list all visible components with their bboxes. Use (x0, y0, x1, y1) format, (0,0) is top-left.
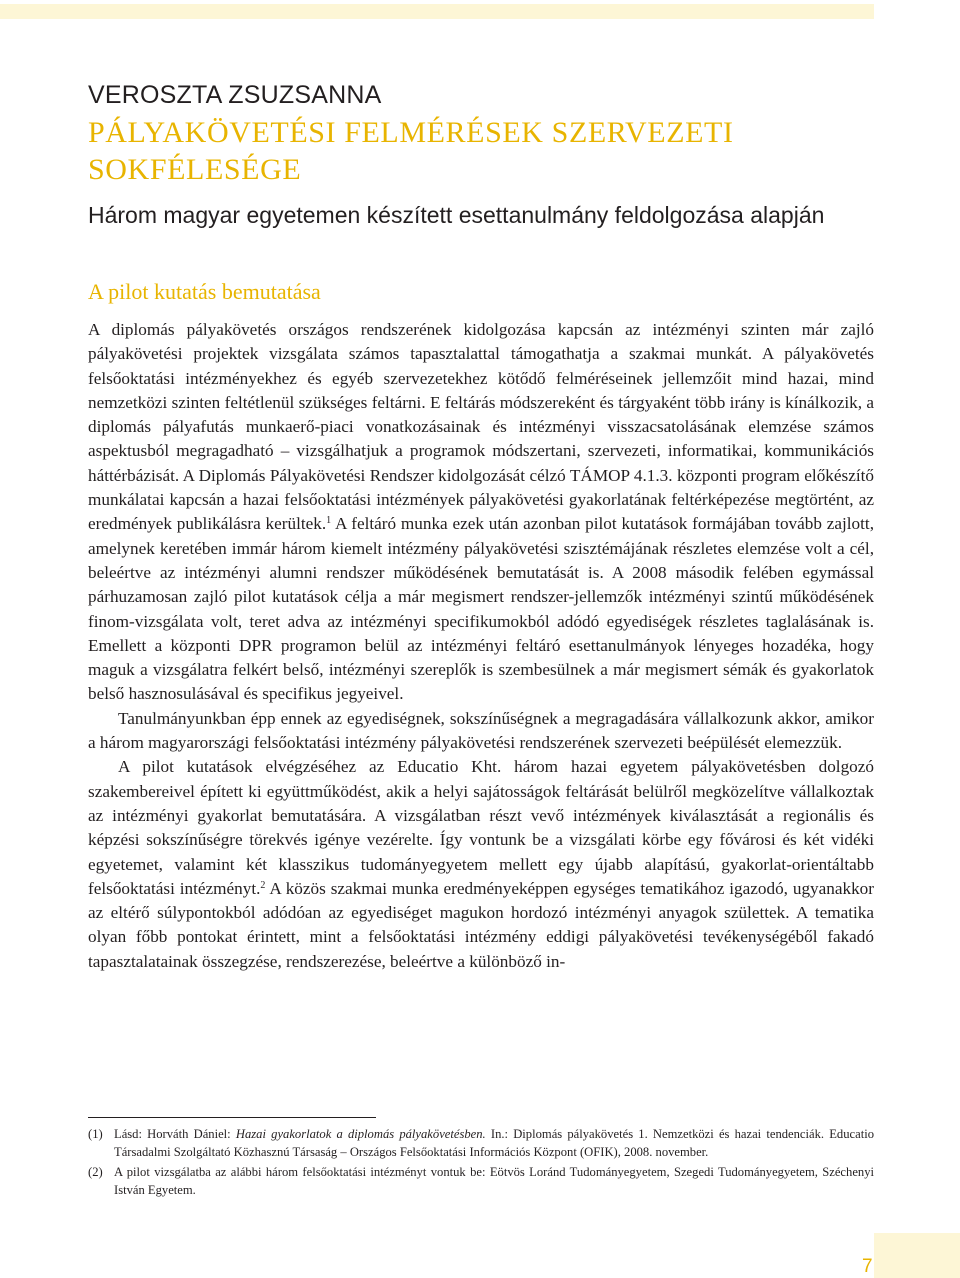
article-body (88, 318, 874, 974)
author-name: VEROSZTA ZSUZSANNA (88, 81, 382, 109)
footnotes (88, 1125, 874, 1201)
footnote-text-rest: In.: Diplomás pályakövetés 1. Nemzetközi és hazai tendenciák. Educatio Társadalmi Szolgáltató Közhasznú Társaság – Országos Felsőoktatási Információs Központ (OFIK), 2008. november. (114, 1127, 874, 1159)
footnote-ref-2: 2 (260, 879, 266, 891)
paragraph-3-part-b: A közös szakmai munka eredményeképpen egységes tematikához igazodó, ugyanakkor az eltérő súlypontokból adódóan az egyediséget magukon hordozó intézményi anyagok születtek. A tematika olyan főbb pontokat érintett, mint a felsőoktatási intézmény eddigi pályakövetési tevékenységéből fakadó tapasztalatainak összegzése, rendszerezése, beleértve a különböző in- (88, 878, 874, 971)
article-subtitle: Három magyar egyetemen készített esettanulmány feldolgozása alapján (88, 202, 825, 228)
footnote-ref-1: 1 (326, 515, 332, 527)
footnote-text: Lásd: Horváth Dániel: (114, 1127, 236, 1141)
paragraph-2: Tanulmányunkban épp ennek az egyediségnek, sokszínűségnek a megragadására vállalkozunk akkor, amikor a három magyarországi felsőoktatási intézmény pályakövetési rendszerének szervezeti beépülését elemezzük. (88, 708, 874, 753)
footnote-text: A pilot vizsgálatba az alábbi három felsőoktatási intézményt vontuk be: Eötvös Loránd Tudományegyetem, Szegedi Tudományegyetem, Széchenyi István Egyetem. (114, 1165, 874, 1197)
footnote-1 (88, 1125, 874, 1161)
footnote-number: (2) (88, 1165, 103, 1179)
section-heading: A pilot kutatás bemutatása (88, 279, 321, 304)
article-title-line-1: PÁLYAKÖVETÉSI FELMÉRÉSEK SZERVEZETI (88, 116, 734, 149)
footnote-divider (88, 1117, 376, 1118)
paragraph-1 (88, 318, 874, 707)
paragraph-3-part-a: A pilot kutatások elvégzéséhez az Educatio Kht. három hazai egyetem pályakövetésben dolgozó szakembereivel épített ki együttműködést, akik a helyi sajátosságok feltárását belülről megközelítve vállalkoztak az intézményi gyakorlat bemutatására. A vizsgálatban részt vevő intézmények kiválasztását a regionális és képzési sokszínűségre törekvés igénye vezérelte. Így vontunk be a vizsgálati körbe egy fővárosi és két vidéki egyetemet, valamint két klasszikus tudományegyetem mellett egy újabb alapítású, gyakorlat-orientáltabb felsőoktatási intézményt. (88, 757, 874, 898)
footnote-2 (88, 1163, 874, 1199)
article-title-line-2: SOKFÉLESÉGE (88, 153, 302, 186)
paragraph-1-part-b: A feltáró munka ezek után azonban pilot kutatások formájában tovább zajlott, amelynek keretében immár három kiemelt intézmény pályakövetési szisztémájának részletes elemzése volt a cél, beleértve az intézményi alumni rendszer működésének bemutatását is. A 2008 második felében egymással párhuzamosan zajló pilot kutatások célja a már megismert rendszer-jellemzők intézményi szintű működésének finom-vizsgálata volt, teret adva az intézményi specifikumokból adódó egyediségek részletes taglalásának is. Emellett a központi DPR programon belül az intézményi feltáró esettanulmányok lényeges hozadéka, hogy maguk a vizsgálatra felkért belső, intézményi szereplők is szembesülnek a már megismert sémák és gyakorlatok belső hasznosulásával és specifikus jegyeivel. (88, 514, 874, 704)
page-number: 7 (862, 1256, 873, 1277)
paragraph-3 (88, 755, 874, 974)
article-title (88, 114, 878, 188)
paragraph-1-part-a: A diplomás pályakövetés országos rendszerének kidolgozása kapcsán az intézményi szinten már zajló pályakövetési projektek vizsgálata számos tapasztalattal támogathatja a szakmai munkát. A pályakövetés felsőoktatási intézményekhez és egyéb szervezetekhez kötődő felméréseinek jellemzőit mind hazai, mind nemzetközi szinten feltétlenül szükséges feltárni. E feltárás módszereként és tárgyaként több irány is kínálkozik, a diplomás pályafutás munkaerő-piaci vonatkozásainak és intézményi visszacsatolásának elemzése számos aspektusból megragadható – vizsgálhatjuk a programok módszertani, szervezeti, informatikai, kommunikációs háttérbázisát. A Diplomás Pályakövetési Rendszer kidolgozását célzó TÁMOP 4.1.3. központi program előkészítő munkálatai kapcsán a hazai felsőoktatási intézmények pályakövetési gyakorlatának feltérképezése megtörtént, az eredmények publikálásra kerültek. (88, 320, 874, 534)
footnote-number: (1) (88, 1127, 103, 1141)
footnote-italic-title: Hazai gyakorlatok a diplomás pályakövetésben. (235, 1127, 486, 1141)
page-corner-band (874, 1233, 960, 1278)
top-decorative-band (0, 4, 874, 19)
